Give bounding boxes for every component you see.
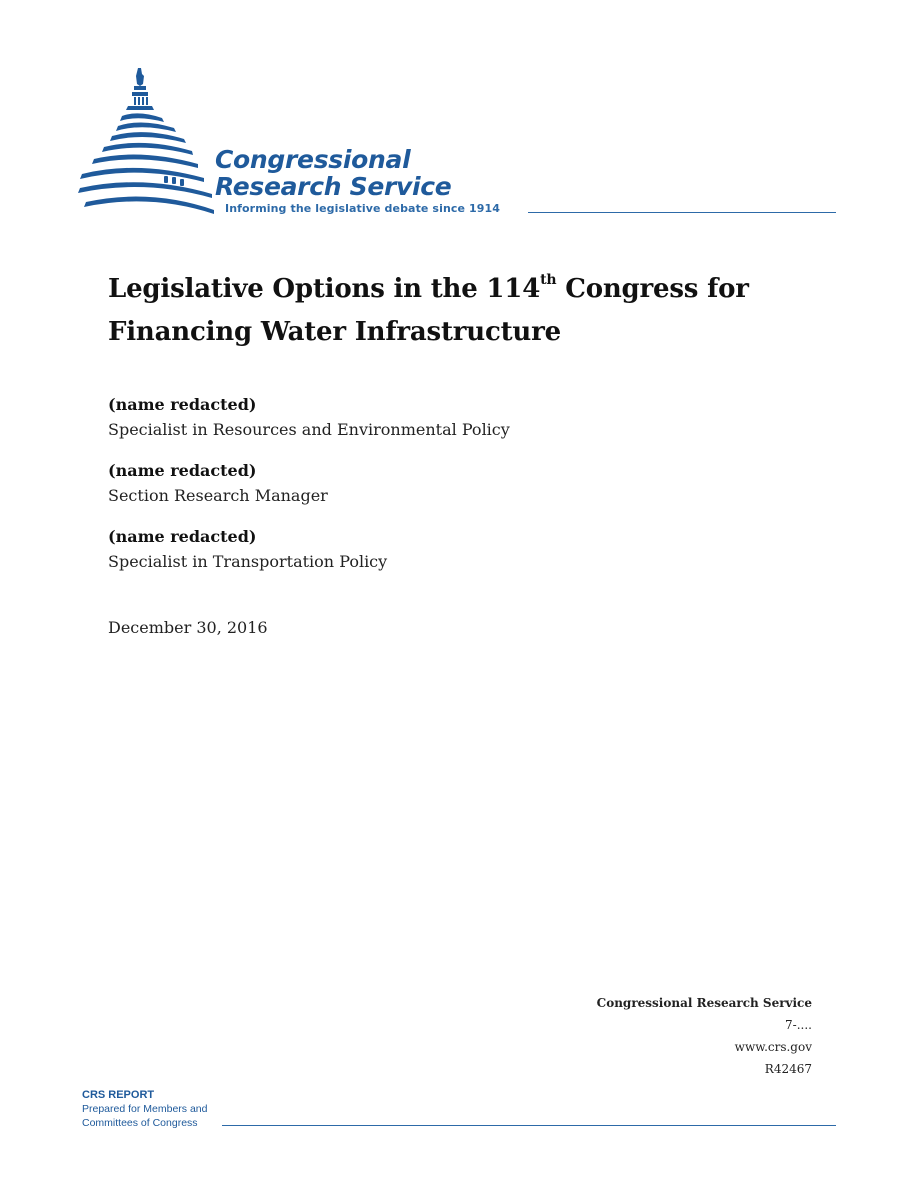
author-entry [108,458,728,508]
report-date: December 30, 2016 [108,618,268,637]
logo-divider [528,212,836,213]
report-title [108,268,848,354]
footer-organization: Congressional Research Service [596,996,812,1010]
crs-report-block [82,1088,207,1130]
crs-logo [78,66,838,226]
title-superscript: th [540,272,557,289]
author-role: Specialist in Resources and Environmental Policy [108,420,510,439]
logo-name-line1: Congressional [215,145,411,174]
author-role: Specialist in Transportation Policy [108,552,388,571]
footer-website[interactable]: www.crs.gov [734,1040,812,1054]
author-role: Section Research Manager [108,486,328,505]
footer-info [597,992,812,1080]
crs-report-line2: Committees of Congress [82,1117,198,1129]
crs-report-label: CRS REPORT [82,1089,155,1101]
author-list [108,392,728,590]
author-name: (name redacted) [108,527,257,546]
author-entry [108,392,728,442]
footer-divider [222,1125,836,1126]
author-entry [108,524,728,574]
author-name: (name redacted) [108,395,257,414]
logo-name [215,146,451,200]
logo-tagline: Informing the legislative debate since 1914 [225,202,500,215]
title-part1: Legislative Options in the 114 [108,274,541,304]
crs-report-line1: Prepared for Members and [82,1103,208,1115]
footer-phone: 7-.... [785,1018,812,1032]
title-part2: Congress for Financing Water Infrastructure [108,274,749,347]
logo-name-line2: Research Service [215,172,452,201]
author-name: (name redacted) [108,461,257,480]
footer-report-number: R42467 [764,1062,812,1076]
capitol-dome-icon [78,66,218,216]
